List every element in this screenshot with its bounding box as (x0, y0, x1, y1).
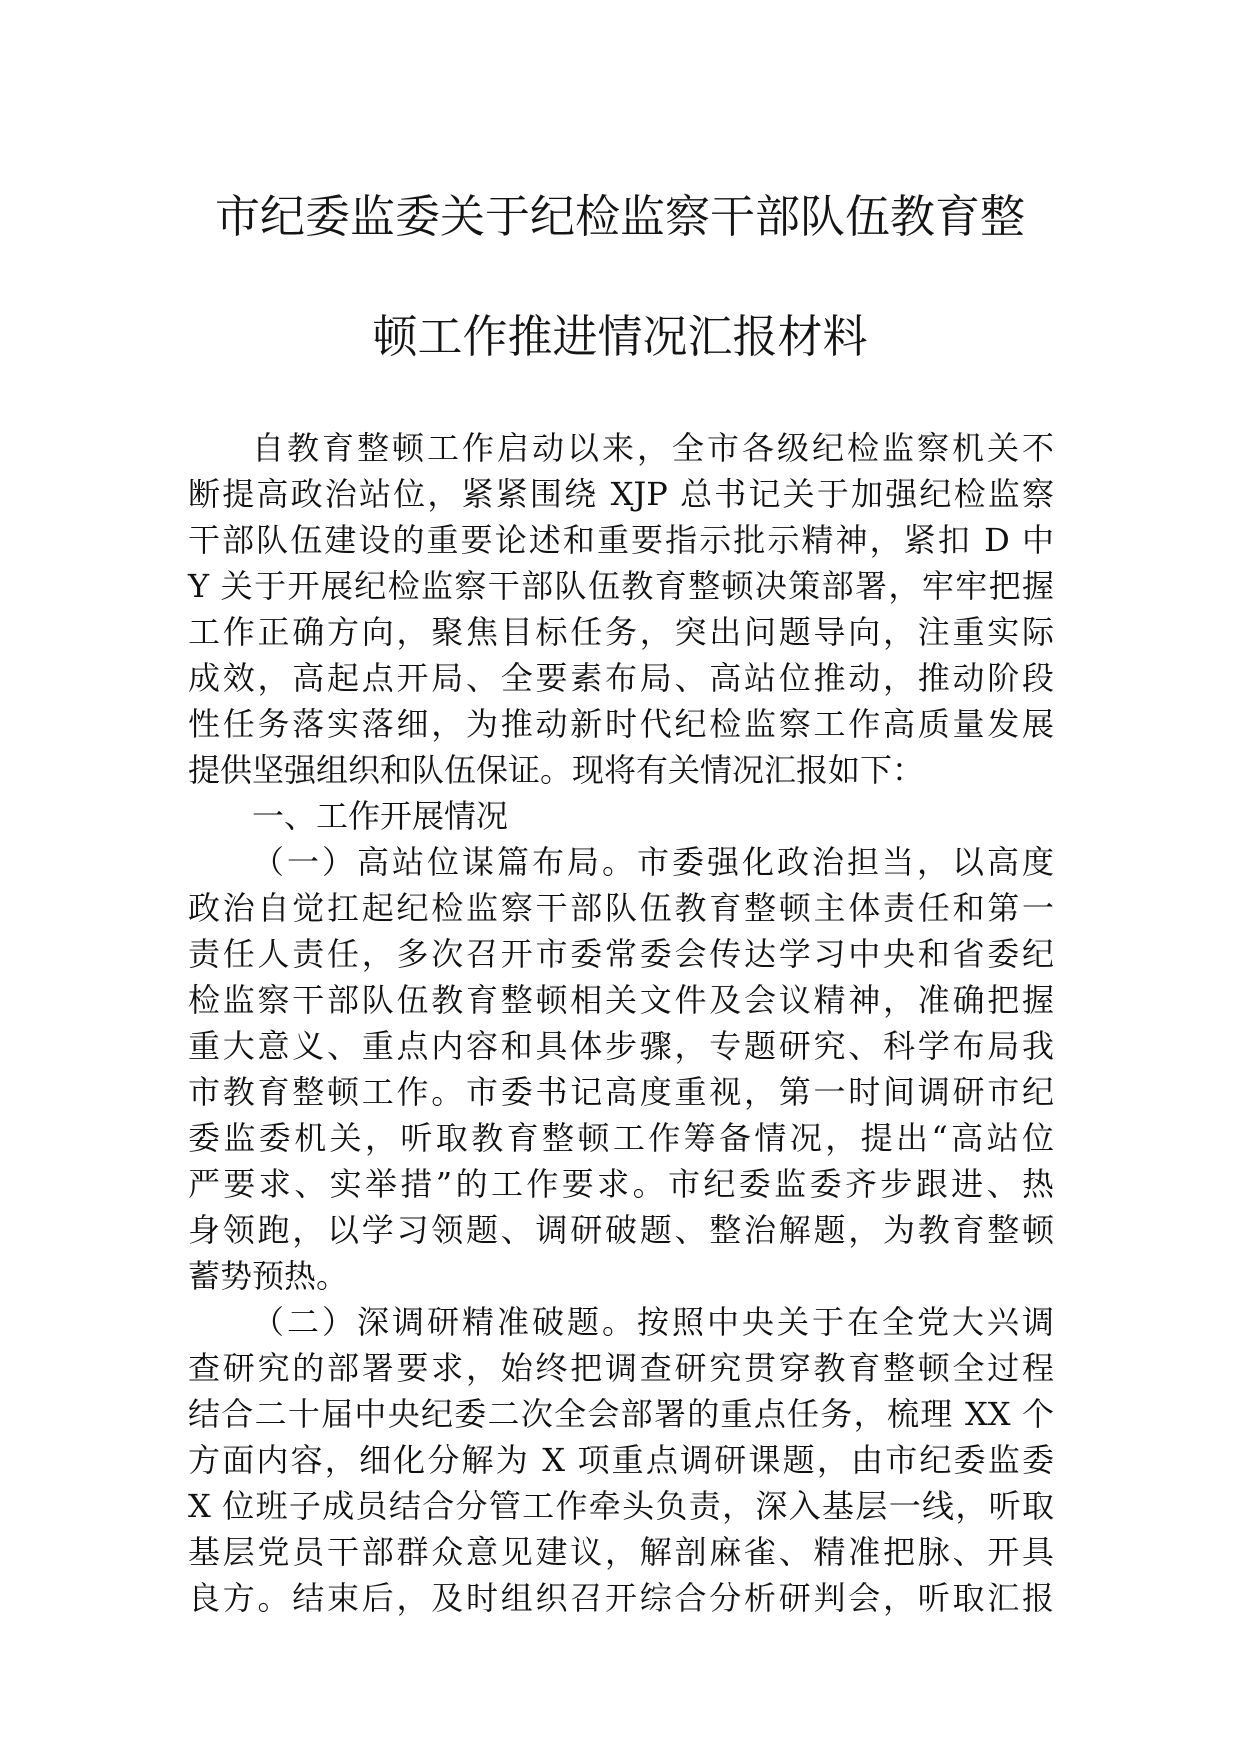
section-heading-1: 一、工作开展情况 (252, 797, 509, 835)
body-line-24: X 位班子成员结合分管工作牵头负责，深入基层一线，听取 (188, 1487, 1054, 1525)
body-line-19: 蓄势预热。 (188, 1257, 349, 1295)
body-line-22: 结合二十届中央纪委二次全会部署的重点任务，梳理 XX 个 (188, 1395, 1054, 1433)
document-title-line-2: 顿工作推进情况汇报材料 (372, 310, 868, 363)
body-line-15: 市教育整顿工作。市委书记高度重视，第一时间调研市纪 (188, 1073, 1054, 1111)
body-line-5: 工作正确方向，聚焦目标任务，突出问题导向，注重实际 (188, 613, 1054, 651)
body-line-6: 成效，高起点开局、全要素布局、高站位推动，推动阶段 (188, 659, 1054, 697)
body-line-17: 严要求、实举措”的工作要求。市纪委监委齐步跟进、热 (188, 1165, 1054, 1203)
body-line-13: 检监察干部队伍教育整顿相关文件及会议精神，准确把握 (188, 981, 1054, 1019)
body-line-14: 重大意义、重点内容和具体步骤，专题研究、科学布局我 (188, 1027, 1054, 1065)
body-line-2: 断提高政治站位，紧紧围绕 XJP 总书记关于加强纪检监察 (188, 475, 1054, 513)
body-line-10: （一）高站位谋篇布局。市委强化政治担当，以高度 (252, 843, 1054, 881)
document-body (188, 425, 1054, 1621)
body-line-18: 身领跑，以学习领题、调研破题、整治解题，为教育整顿 (188, 1211, 1054, 1249)
body-line-26: 良方。结束后，及时组织召开综合分析研判会，听取汇报 (188, 1579, 1054, 1617)
body-line-12: 责任人责任，多次召开市委常委会传达学习中央和省委纪 (188, 935, 1054, 973)
body-line-7: 性任务落实落细，为推动新时代纪检监察工作高质量发展 (188, 705, 1054, 743)
body-line-3: 干部队伍建设的重要论述和重要指示批示精神，紧扣 D 中 (188, 521, 1054, 559)
body-line-21: 查研究的部署要求，始终把调查研究贯穿教育整顿全过程 (188, 1349, 1054, 1387)
body-line-25: 基层党员干部群众意见建议，解剖麻雀、精准把脉、开具 (188, 1533, 1054, 1571)
body-line-20: （二）深调研精准破题。按照中央关于在全党大兴调 (252, 1303, 1054, 1341)
body-line-1: 自教育整顿工作启动以来，全市各级纪检监察机关不 (252, 429, 1054, 467)
document-title-line-1: 市纪委监委关于纪检监察干部队伍教育整 (214, 190, 1025, 243)
body-line-23: 方面内容，细化分解为 X 项重点调研课题，由市纪委监委 (188, 1441, 1054, 1479)
body-line-4: Y 关于开展纪检监察干部队伍教育整顿决策部署，牢牢把握 (188, 567, 1054, 605)
body-line-11: 政治自觉扛起纪检监察干部队伍教育整顿主体责任和第一 (188, 889, 1054, 927)
body-line-16: 委监委机关，听取教育整顿工作筹备情况，提出“高站位 (188, 1119, 1054, 1157)
body-line-8: 提供坚强组织和队伍保证。现将有关情况汇报如下： (188, 751, 925, 789)
